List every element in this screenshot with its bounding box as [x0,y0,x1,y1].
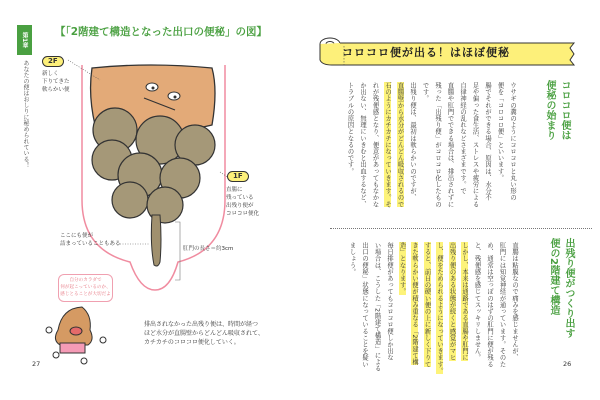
body-line [343,82,356,202]
body-text: です。 [421,82,429,102]
body-text: ウサギの糞のようにコロコロと丸い形の [509,82,516,201]
body-line [443,82,456,208]
body-line [356,82,369,208]
body-text: 腸でそれができる場合、原因は、水分不 [484,82,491,201]
floor-2f-badge: 2F [42,56,64,67]
highlighted-text: きた軟らかい便が積み重なる「2階建て構 [411,242,418,366]
body-text: 出口の便秘」状態になっていることを疑い [361,242,368,368]
body-text: 便を「コロコロ便」といいます。 [496,82,504,181]
body-line [406,82,419,202]
label-anus-length: 肛門の長さ＝約3cm [183,246,234,252]
highlighted-text: 石のようにカチカチになっていきます。そ [384,82,391,208]
body-line [445,242,458,382]
body-text: 直腸は粘膜なので痛みを感じませんが、 [511,242,518,361]
body-line [395,242,408,382]
body-text: 直腸や肛門でできる場合は、排出されずに [446,82,454,208]
body-line [393,82,406,208]
section1-heading: コロコロ便は 便秘の始まり [544,80,570,140]
body-text: 毎日排便があってもコロコロ便しか出な [386,242,393,361]
section-divider [330,228,592,229]
body-line [506,82,519,202]
body-line [508,242,521,382]
banner-title: コロコロ便が出る！はほぼ便秘 [342,46,510,59]
section2-heading: 出残り便がつくり出す 便の2階建て構造 [548,238,574,338]
body-line [433,242,446,382]
figure-title: 【「2階建て構造となった出口の便秘」の図】 [55,26,268,38]
right-page [300,0,600,400]
highlighted-text: 直腸壁から水分がどんどん吸収されるので [396,82,404,208]
body-text: れが残便感となり、便意があってもなかな [371,82,379,208]
highlighted-text: しかし、本来は通路である直腸や肛門に [461,242,468,361]
body-text: と、残便感を感じてスッキリしません。 [473,242,481,361]
floor-1f-badge: 1F [227,171,249,182]
body-line [493,82,506,202]
body-line [456,82,469,202]
body-text: 自律神経の乱れなどさまざまです。で [459,82,466,195]
label-stuck: ここにも便が 詰まっていることもある [60,233,121,247]
highlighted-text: 造」となります。 [398,242,406,295]
body-line [420,242,433,382]
label-1f-desc: 直腸に 残っている 出残り便が コロコロ便化 [226,187,260,217]
stool-in-anus [151,215,161,266]
highlighted-text: 出残り便のある状態が続くと感覚がマヒ [448,242,456,361]
chapter-subtitle: あなたの便はおしりに秘められている！ [22,60,29,168]
section1-body [343,82,518,208]
speech-bubble: 自分のカラダで 何が起こっているのか、 感じとることが大切だよ [58,274,113,302]
body-line [345,242,358,382]
body-line [458,242,471,382]
figure-caption: 排出されなかった出残り便は、時間が経つ ほど水分が直腸壁からどんどん吸収されて、 カチカチのコロコロ便化していく。 [144,321,264,346]
page-number-left: 27 [32,360,41,368]
highlighted-text: し、便をためられるようになっていきます。 [436,242,443,374]
page-number-right: 26 [563,360,572,368]
chapter-tab: 第1章 [17,25,32,55]
body-text: 出残り便は、最初は軟らかいのですが、 [409,82,416,201]
body-line [381,82,394,208]
body-line [481,82,494,202]
body-line [431,82,444,208]
body-line [468,82,481,208]
body-text: か出ない、無理にいきむと出血するなど、 [359,82,366,208]
hard-stool-lumps [92,108,215,223]
body-line [358,242,371,382]
body-line [470,242,483,382]
body-line [368,82,381,208]
body-line [418,82,431,202]
body-text: 足や偏った食生活、ストレスや疲労による [471,82,479,208]
highlighted-text: すると、前日の硬い便の上に新しく下りて [423,242,431,368]
body-line [483,242,496,382]
body-line [408,242,421,382]
body-text: 残った「出残り便」がコロコロ化したもの [434,82,441,208]
poop-mascot [46,307,106,364]
body-text: トラブルの原因となるのです。 [346,82,354,175]
body-text: い場合は、こうした「2階建て構造」による [373,242,381,372]
body-text: め、通常は空っぽのはずの肛門に便が残る [486,242,493,368]
label-2f-desc: 新しく 下りてきた 軟らかい便 [42,71,70,93]
section2-body [345,242,520,382]
body-text: 肛門には知覚神経が通っています。そのた [498,242,506,368]
body-line [370,242,383,382]
body-text: ましょう。 [348,242,356,275]
body-line [495,242,508,382]
body-line [383,242,396,382]
